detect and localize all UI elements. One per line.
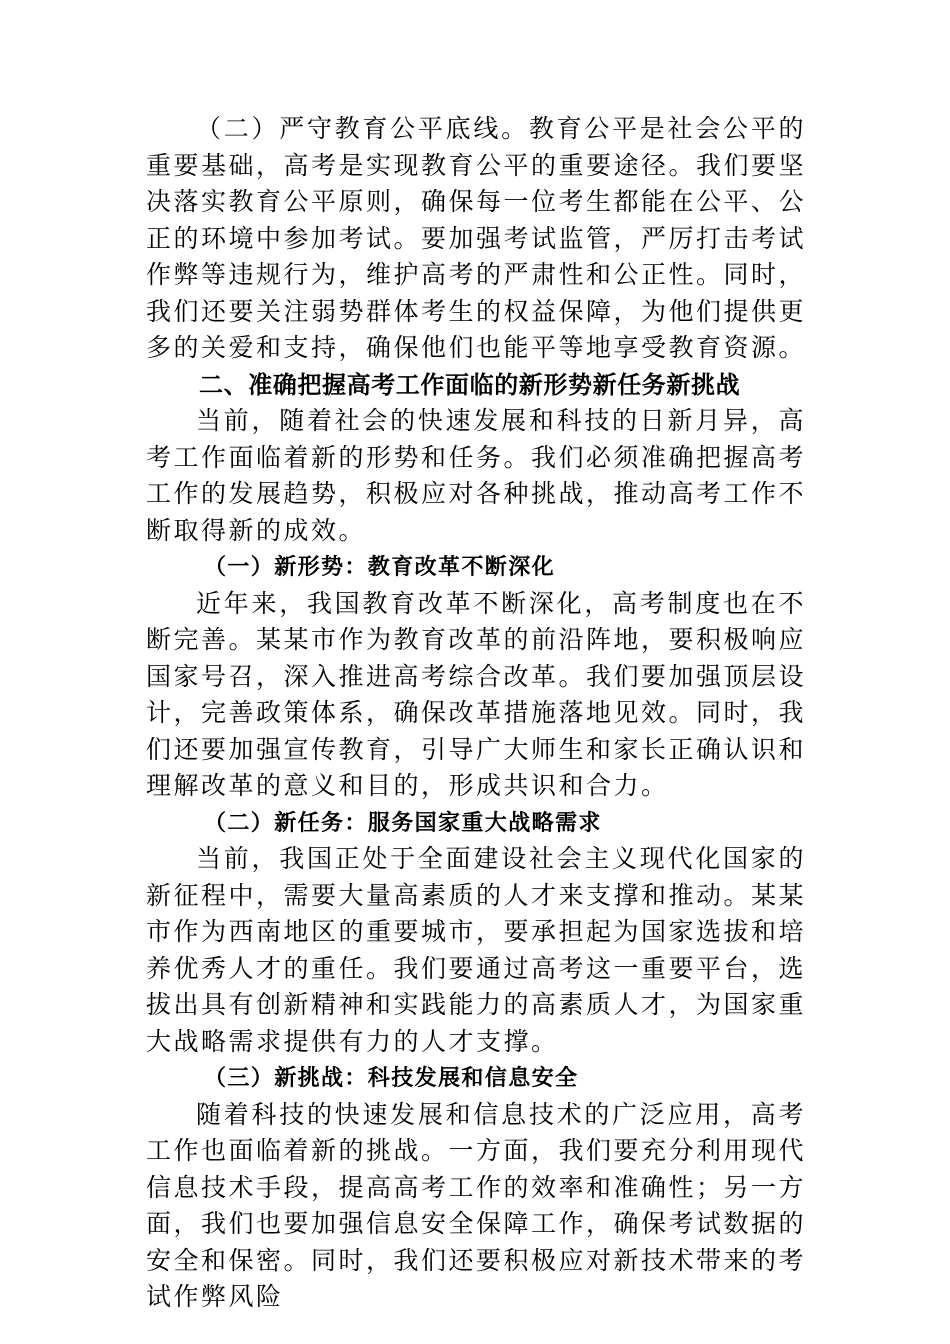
subheading-new-challenge: （三）新挑战：科技发展和信息安全 <box>204 1065 579 1091</box>
section-heading-2: 二、准确把握高考工作面临的新形势新任务新挑战 <box>199 370 741 399</box>
document-page <box>146 111 806 1316</box>
paragraph-new-situation: 近年来，我国教育改革不断深化，高考制度也在不断完善。某某市作为教育改革的前沿阵地，要积极响应国家号召，深入推进高考综合改革。我们要加强顶层设计，完善政策体系，确保改革措施落地见效。同时，我们还要加强宣传教育，引导广大师生和家长正确认识和理解改革的意义和目的，形成共识和合力。 <box>146 588 807 800</box>
subheading-new-task: （二）新任务：服务国家重大战略需求 <box>204 809 602 836</box>
paragraph-new-challenge: 随着科技的快速发展和信息技术的广泛应用，高考工作也面临着新的挑战。一方面，我们要充分利用现代信息技术手段，提高高考工作的效率和准确性；另一方面，我们也要加强信息安全保障工作，确保考试数据的安全和保密。同时，我们还要积极应对新技术带来的考试作弊风险 <box>146 1099 807 1311</box>
subheading-new-situation: （一）新形势：教育改革不断深化 <box>204 554 556 580</box>
paragraph-section-2-intro: 当前，随着社会的快速发展和科技的日新月异，高考工作面临着新的形势和任务。我们必须准确把握高考工作的发展趋势，积极应对各种挑战，推动高考工作不断取得新的成效。 <box>146 406 807 545</box>
paragraph-education-fairness: （二）严守教育公平底线。教育公平是社会公平的重要基础，高考是实现教育公平的重要途径。我们要坚决落实教育公平原则，确保每一位考生都能在公平、公正的环境中参加考试。要加强考试监管，严厉打击考试作弊等违规行为，维护高考的严肃性和公正性。同时，我们还要关注弱势群体考生的权益保障，为他们提供更多的关爱和支持，确保他们也能平等地享受教育资源。 <box>146 114 807 362</box>
paragraph-new-task: 当前，我国正处于全面建设社会主义现代化国家的新征程中，需要大量高素质的人才来支撑和推动。某某市作为西南地区的重要城市，要承担起为国家选拔和培养优秀人才的重任。我们要通过高考这一重要平台，选拔出具有创新精神和实践能力的高素质人才，为国家重大战略需求提供有力的人才支撑。 <box>146 844 807 1056</box>
